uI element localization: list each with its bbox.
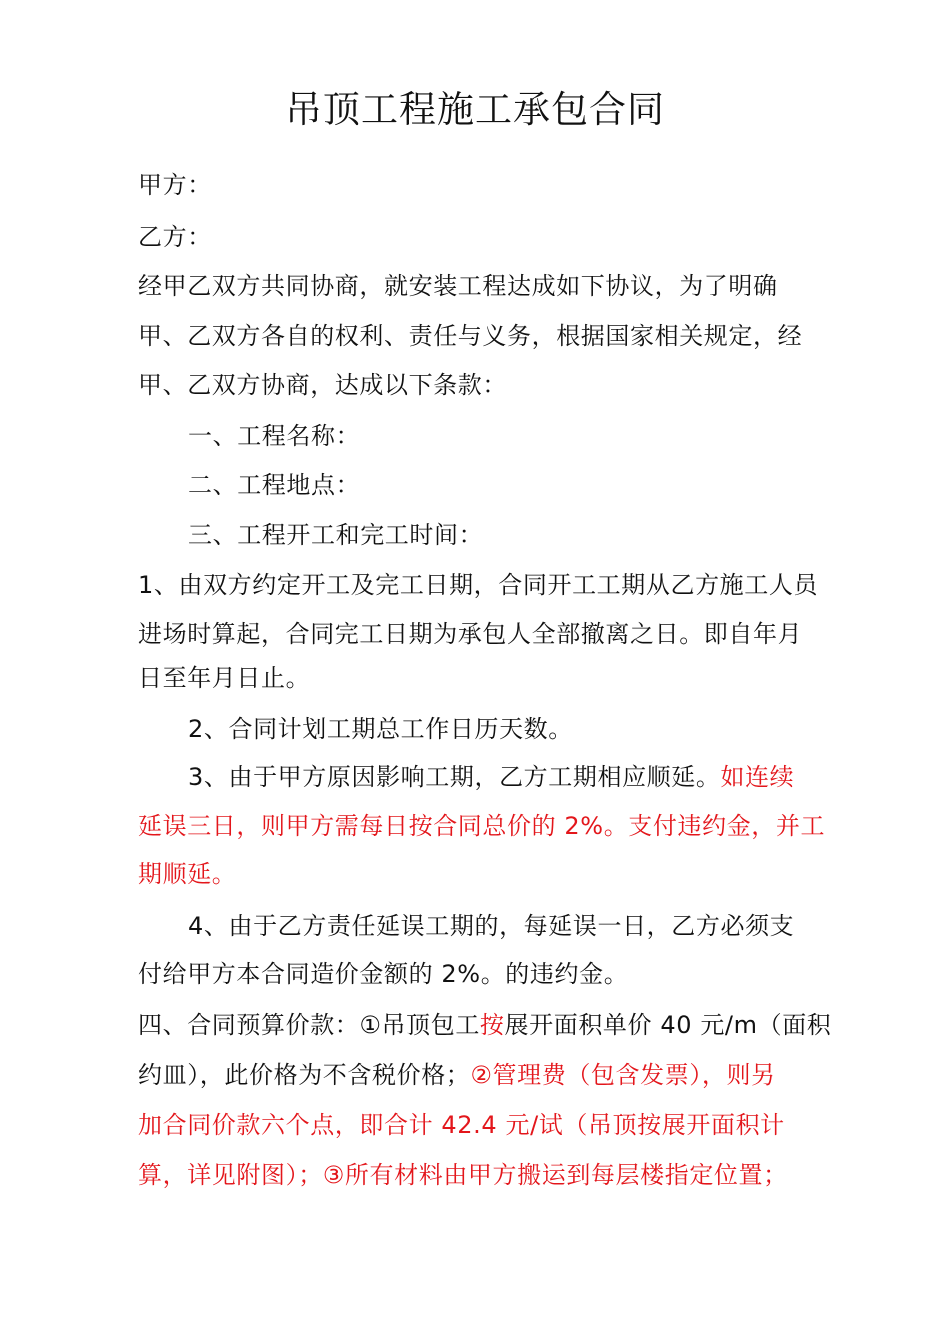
section-4-line-2: [138, 1058, 828, 1092]
section-4-line-4: 算，详见附图）；③所有材料由甲方搬运到每层楼指定位置；: [138, 1161, 788, 1189]
intro-line-1: 经甲乙双方共同协商，就安装工程达成如下协议，为了明确: [138, 272, 778, 300]
item-4-line-2: 付给甲方本合同造价金额的 2%。的违约金。: [138, 960, 629, 988]
item-3-line-1-black: 3、由于甲方原因影响工期，乙方工期相应顺延。: [188, 763, 721, 791]
item-4-line-1: 4、由于乙方责任延误工期的，每延误一日，乙方必须支: [188, 912, 795, 940]
item-2-text: 2、合同计划工期总工作日历天数。: [188, 715, 573, 743]
section-4-line-3: 加合同价款六个点，即合计 42.4 元/试（吊顶按展开面积计: [138, 1111, 785, 1139]
item-1-line-1: 1、由双方约定开工及完工日期，合同开工工期从乙方施工人员: [138, 571, 819, 599]
item-3-line-1-red: 如连续: [720, 763, 795, 791]
section-1-heading: 一、工程名称：: [188, 422, 361, 450]
intro-line-2: 甲、乙双方各自的权利、责任与义务，根据国家相关规定，经: [138, 322, 803, 350]
section-3-heading: 三、工程开工和完工时间：: [188, 521, 484, 549]
section-4-line-1-part-b: 展开面积单价 40 元/m（面积: [504, 1011, 832, 1039]
item-1-line-2: 进场时算起，合同完工日期为承包人全部撤离之日。即自年月: [138, 620, 803, 648]
item-3-line-2: 延误三日，则甲方需每日按合同总价的 2%。支付违约金，并工: [138, 812, 826, 840]
party-a-label: 甲方：: [138, 171, 212, 199]
section-2-heading: 二、工程地点：: [188, 471, 361, 499]
document-title: 吊顶工程施工承包合同: [285, 88, 665, 131]
item-3-line-3: 期顺延。: [138, 860, 237, 888]
section-4-line-1-part-a: 四、合同预算价款：①吊顶包工: [138, 1011, 480, 1039]
party-b-label: 乙方：: [138, 223, 212, 251]
intro-line-3: 甲、乙双方协商，达成以下条款：: [138, 371, 507, 399]
item-3-line-1: [188, 760, 878, 794]
section-4-line-2-red: ②管理费（包含发票），则另: [470, 1061, 776, 1089]
section-4-line-1-red: 按: [479, 1011, 505, 1039]
section-4-line-1: [138, 1008, 832, 1042]
item-1-line-3: 日至年月日止。: [138, 664, 311, 692]
section-4-line-2-black: 约皿），此价格为不含税价格；: [138, 1061, 471, 1089]
